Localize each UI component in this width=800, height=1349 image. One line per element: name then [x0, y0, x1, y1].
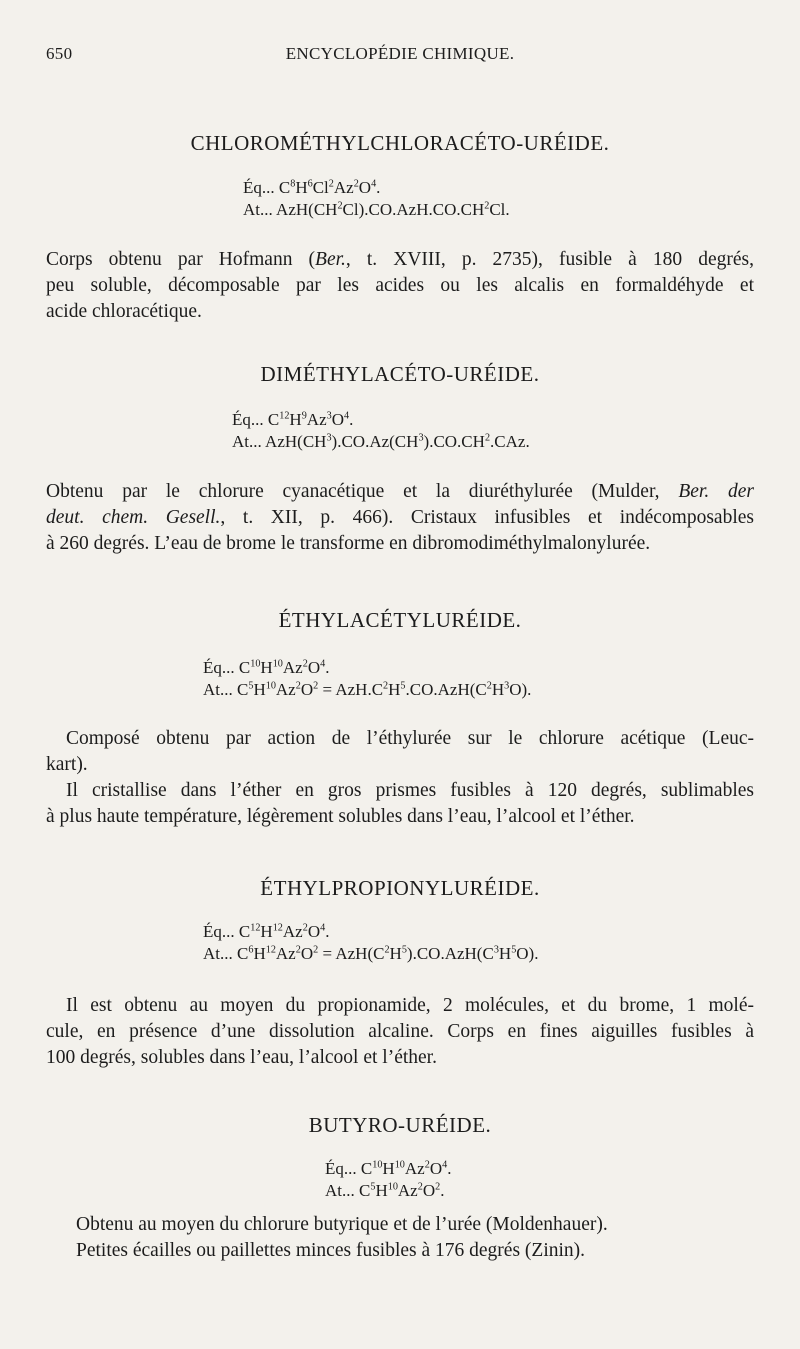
running-header	[46, 44, 754, 68]
section-title: CHLOROMÉTHYLCHLORACÉTO-URÉIDE.	[190, 131, 610, 155]
section-title: DIMÉTHYLACÉTO-URÉIDE.	[260, 362, 540, 386]
paragraph-line: kart).	[46, 754, 88, 775]
paragraph-line: Corps obtenu par Hofmann (Ber., t. XVIII, p. 2735), fusible à 180 degrés,	[46, 249, 754, 270]
paragraph-line: à 260 degrés. L’eau de brome le transforme en dibromodiméthylmalonylurée.	[46, 533, 651, 554]
formula-block	[232, 409, 530, 453]
paragraph	[46, 993, 754, 1071]
formula-block	[203, 657, 531, 701]
paragraph-line: Il cristallise dans l’éther en gros prismes fusibles à 120 degrés, sublimables	[66, 780, 754, 801]
section-title: ÉTHYLPROPIONYLURÉIDE.	[260, 876, 540, 900]
running-title: ENCYCLOPÉDIE CHIMIQUE.	[285, 44, 515, 63]
formula-block	[325, 1158, 451, 1202]
paragraph-line: Obtenu au moyen du chlorure butyrique et de l’urée (Moldenhauer).	[76, 1214, 608, 1235]
formula-eq: Éq... $C^{10}H^{10}Az^2O^4$.	[325, 1159, 452, 1178]
paragraph-line: 100 degrés, solubles dans l’eau, l’alcool et l’éther.	[46, 1047, 437, 1068]
formula-eq: Éq... $C^{10}H^{10}Az^2O^4$.	[203, 658, 330, 677]
paragraph-line: Obtenu par le chlorure cyanacétique et la diuréthylurée (Mulder, Ber. der	[46, 481, 754, 502]
paragraph	[46, 726, 754, 778]
paragraph	[46, 479, 754, 557]
paragraph	[76, 1238, 754, 1264]
paragraph-line: Il est obtenu au moyen du propionamide, 2 molécules, et du brome, 1 molé-	[66, 995, 754, 1016]
formula-at: At... $C^5H^{10}Az^2O^2 = AzH.C^2H^5.CO.AzH(C^2H^3O)$.	[203, 680, 532, 699]
paragraph-line: cule, en présence d’une dissolution alcaline. Corps en fines aiguilles fusibles à	[46, 1021, 754, 1042]
formula-block	[203, 921, 538, 965]
paragraph-line: deut. chem. Gesell., t. XII, p. 466). Cristaux infusibles et indécomposables	[46, 507, 754, 528]
formula-eq: Éq... $C^{12}H^9Az^3O^4$.	[232, 410, 354, 429]
paragraph	[46, 247, 754, 325]
formula-block	[243, 177, 510, 221]
paragraph-line: Composé obtenu par action de l’éthylurée sur le chlorure acétique (Leuc-	[66, 728, 754, 749]
paragraph	[76, 1212, 754, 1238]
paragraph-line: acide chloracétique.	[46, 301, 202, 322]
paragraph-line: peu soluble, décomposable par les acides ou les alcalis en formaldéhyde et	[46, 275, 754, 296]
formula-at: At... $AzH(CH^2Cl).CO.AzH.CO.CH^2Cl$.	[243, 200, 510, 219]
page-number: 650	[46, 44, 73, 63]
paragraph	[46, 778, 754, 830]
formula-at: At... $C^5H^{10}Az^2O^2$.	[325, 1181, 445, 1200]
formula-at: At... $C^6H^{12}Az^2O^2 = AzH(C^2H^5).CO.AzH(C^3H^5O)$.	[203, 944, 539, 963]
paragraph-line: Petites écailles ou paillettes minces fusibles à 176 degrés (Zinin).	[76, 1240, 586, 1261]
formula-at: At... $AzH(CH^3).CO.Az(CH^3).CO.CH^2.CAz$.	[232, 432, 530, 451]
paragraph-line: à plus haute température, légèrement solubles dans l’eau, l’alcool et l’éther.	[46, 806, 635, 827]
section-title: BUTYRO-URÉIDE.	[308, 1113, 492, 1137]
formula-eq: Éq... $C^{12}H^{12}Az^2O^4$.	[203, 922, 330, 941]
formula-eq: Éq... $C^8H^6Cl^2Az^2O^4$.	[243, 178, 381, 197]
section-title: ÉTHYLACÉTYLURÉIDE.	[278, 608, 522, 632]
